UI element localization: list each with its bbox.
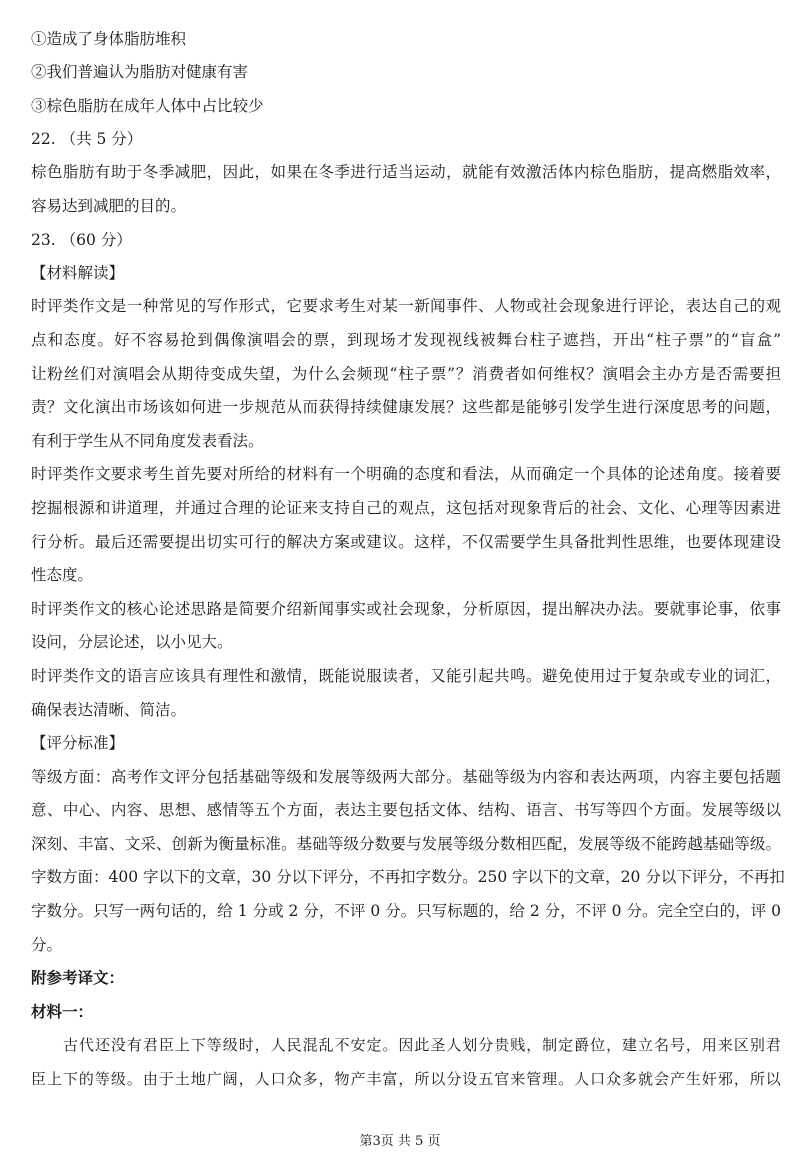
paragraph-4-line-1: 时评类作文的语言应该具有理性和激情，既能说服读者，又能引起共鸣。避免使用过于复杂或专业的词汇， — [31, 667, 781, 685]
reference-translation-heading: 附参考译文： — [31, 968, 125, 987]
answer-22-line-2: 容易达到减肥的目的。 — [31, 197, 187, 215]
paragraph-2-line-4: 性态度。 — [31, 566, 94, 584]
scoring-2-line-1: 字数方面：400 字以下的文章，30 分以下评分，不再扣字数分。250 字以下的文章，20 分以下评分，不再扣 — [31, 868, 785, 886]
paragraph-1-line-4: 责？文化演出市场该如何进一步规范从而获得持续健康发展？这些都是能够引发学生进行深度思考的问题， — [31, 398, 781, 416]
scoring-1-line-2: 意、中心、内容、思想、感情等五个方面，表达主要包括文体、结构、语言、书写等四个方面。发展等级以 — [31, 801, 781, 819]
paragraph-1-line-5: 有利于学生从不同角度发表看法。 — [31, 432, 264, 450]
scoring-1-line-1: 等级方面：高考作文评分包括基础等级和发展等级两大部分。基础等级为内容和表达两项，内容主要包括题 — [31, 768, 781, 786]
page-footer: 第3页 共 5 页 — [359, 1134, 441, 1149]
translation-line-2: 臣上下的等级。由于土地广阔，人口众多，物产丰富，所以分设五官来管理。人口众多就会产生奸邪，所以 — [31, 1070, 781, 1088]
option-2: ②我们普遍认为脂肪对健康有害 — [31, 63, 249, 81]
scoring-2-line-3: 分。 — [31, 936, 63, 954]
translation-line-1: 古代还没有君臣上下等级时，人民混乱不安定。因此圣人划分贵贱，制定爵位，建立名号，用来区别君 — [63, 1036, 781, 1054]
answer-22-line-1: 棕色脂肪有助于冬季减肥，因此，如果在冬季进行适当运动，就能有效激活体内棕色脂肪，提高燃脂效率， — [31, 163, 781, 181]
paragraph-2-line-1: 时评类作文要求考生首先要对所给的材料有一个明确的态度和看法，从而确定一个具体的论述角度。接着要 — [31, 465, 781, 483]
section-material-analysis: 【材料解读】 — [31, 264, 125, 282]
paragraph-2-line-3: 行分析。最后还需要提出切实可行的解决方案或建议。这样，不仅需要学生具备批判性思维，也要体现建设 — [31, 533, 781, 551]
scoring-1-line-3: 深刻、丰富、文采、创新为衡量标准。基础等级分数要与发展等级分数相匹配，发展等级不能跨越基础等级。 — [31, 835, 781, 853]
paragraph-1-line-1: 时评类作文是一种常见的写作形式，它要求考生对某一新闻事件、人物或社会现象进行评论，表达自己的观 — [31, 297, 781, 315]
paragraph-2-line-2: 挖掘根源和讲道理，并通过合理的论证来支持自己的观点，这包括对现象背后的社会、文化、心理等因素进 — [31, 499, 781, 517]
scoring-2-line-2: 字数分。只写一两句话的，给 1 分或 2 分，不评 0 分。只写标题的，给 2 分，不评 0 分。完全空白的，评 0 — [31, 902, 781, 920]
paragraph-1-line-2: 点和态度。好不容易抢到偶像演唱会的票，到现场才发现视线被舞台柱子遮挡，开出“柱子票”的“盲盒” — [31, 331, 781, 349]
paragraph-3-line-2: 设问，分层论述，以小见大。 — [31, 633, 233, 651]
option-3: ③棕色脂肪在成年人体中占比较少 — [31, 97, 264, 115]
material-1-heading: 材料一： — [31, 1002, 94, 1021]
paragraph-3-line-1: 时评类作文的核心论述思路是简要介绍新闻事实或社会现象，分析原因，提出解决办法。要就事论事，依事 — [31, 600, 781, 618]
section-scoring-criteria: 【评分标准】 — [31, 734, 125, 752]
question-23-heading: 23. （60 分） — [31, 231, 132, 249]
paragraph-1-line-3: 让粉丝们对演唱会从期待变成失望，为什么会频现“柱子票”？消费者如何维权？演唱会主办方是否需要担 — [31, 365, 781, 383]
paragraph-4-line-2: 确保表达清晰、简洁。 — [31, 701, 187, 719]
question-22-heading: 22. （共 5 分） — [31, 130, 143, 148]
option-1: ①造成了身体脂肪堆积 — [31, 30, 187, 48]
